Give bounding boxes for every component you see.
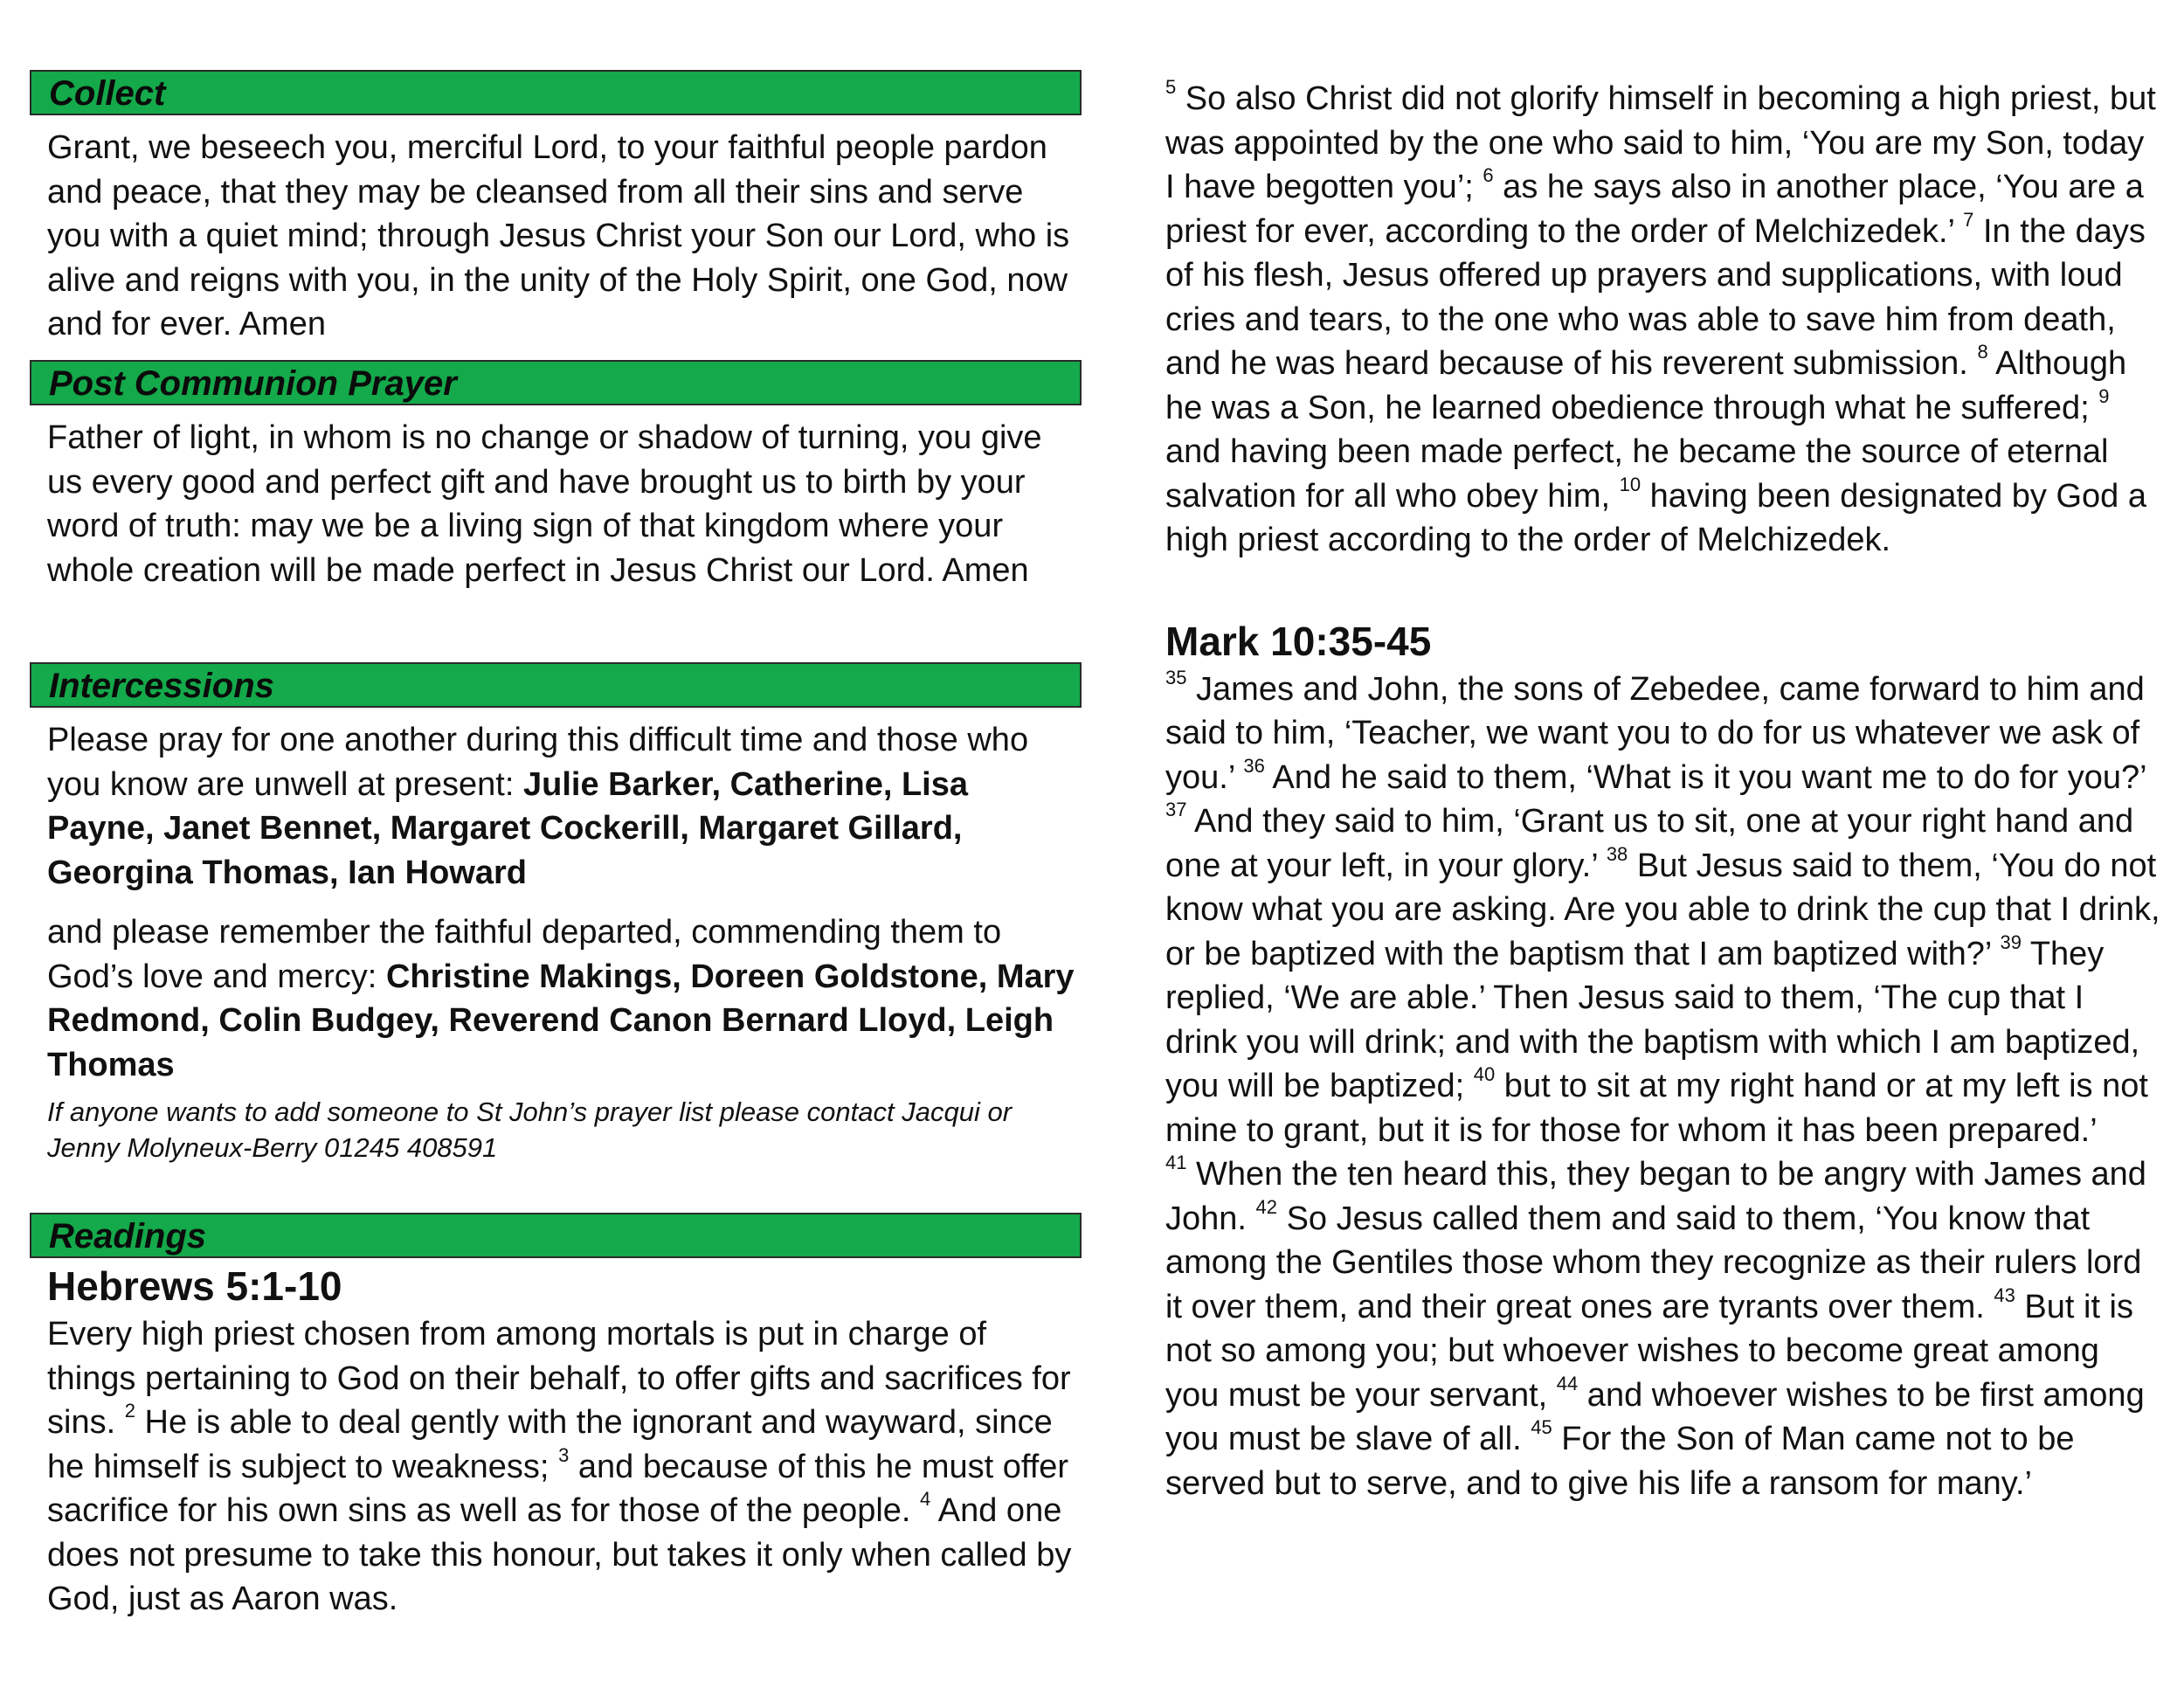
- verse-text: having been designated by God a high priest according to the order of Melchizedek.: [1165, 477, 2146, 558]
- verse-number: 44: [1556, 1372, 1579, 1394]
- verse-text: and because of this he must offer sacrifice for his own sins as well as for those of the people.: [47, 1448, 1069, 1529]
- verse-number: 37: [1165, 799, 1187, 821]
- verse-number: 41: [1165, 1152, 1187, 1174]
- intercessions-unwell-paragraph: [47, 718, 1078, 895]
- verse-text: He is able to deal gently with the ignorant and wayward, since he himself is subject to weakness;: [47, 1404, 1053, 1485]
- verse-text: and having been made perfect, he became the source of eternal salvation for all who obey him,: [1165, 433, 2109, 515]
- verse-text: So also Christ did not glorify himself in becoming a high priest, but was appointed by the one who said to him, ‘You are my Son, today I have begotten you’;: [1165, 80, 2156, 205]
- verse-text: but to sit at my right hand or at my left is not mine to grant, but it is for those for whom it has been prepared.’: [1165, 1068, 2148, 1149]
- verse-number: 43: [1994, 1283, 2015, 1306]
- intercessions-departed-paragraph: [47, 910, 1078, 1087]
- hebrews-text-part1: [47, 1312, 1078, 1622]
- verse-number: 42: [1255, 1195, 1278, 1218]
- departed-names: Christine Makings, Doreen Goldstone, Mary Redmond, Colin Budgey, Reverend Canon Bernard Lloyd, Leigh Thomas: [47, 958, 1075, 1083]
- verse-number: 4: [920, 1488, 931, 1511]
- verse-number: 7: [1963, 208, 1974, 231]
- verse-number: 40: [1473, 1063, 1496, 1086]
- readings-heading: Readings: [30, 1213, 1082, 1258]
- verse-text: When the ten heard this, they began to be angry with James and John.: [1165, 1156, 2146, 1237]
- verse-text: Although he was a Son, he learned obedience through what he suffered;: [1165, 345, 2127, 426]
- verse-number: 45: [1531, 1416, 1552, 1439]
- mark-text-part2: [1165, 1152, 2161, 1505]
- verse-text: In the days of his flesh, Jesus offered up prayers and supplications, with loud cries and tears, to the one who was able to save him from death, and he was heard because of his reverent submission.: [1165, 212, 2146, 382]
- verse-number: 9: [2098, 384, 2110, 407]
- verse-number: 8: [1977, 341, 1988, 363]
- prayer-list-note: If anyone wants to add someone to St John’s prayer list please contact Jacqui or Jenny Molyneux-Berry 01245 408591: [47, 1097, 1013, 1163]
- verse-text: They replied, ‘We are able.’ Then Jesus said to them, ‘The cup that I drink you will drink; and with the baptism with which I am baptized, you will be baptized;: [1165, 935, 2140, 1104]
- verse-number: 35: [1165, 666, 1187, 688]
- verse-number: 39: [2000, 930, 2022, 953]
- intercessions-heading: Intercessions: [30, 662, 1082, 708]
- verse-number: 36: [1243, 754, 1265, 777]
- verse-text: And he said to them, ‘What is it you want me to do for you?’: [1264, 758, 2146, 796]
- collect-text: Grant, we beseech you, merciful Lord, to your faithful people pardon and peace, that they may be cleansed from all their sins and serve you with a quiet mind; through Jesus Christ your Son our Lord, who is alive and reigns with you, in the unity of the Holy Spirit, one God, now and for ever. Amen: [47, 129, 1070, 342]
- verse-number: 5: [1165, 76, 1177, 99]
- verse-text: and whoever wishes to be first among you must be slave of all.: [1165, 1376, 2145, 1457]
- post-communion-heading: Post Communion Prayer: [30, 360, 1082, 405]
- right-column: [1165, 77, 2161, 1505]
- verse-number: 3: [558, 1443, 570, 1466]
- verse-number: 38: [1606, 842, 1628, 865]
- verse-text: For the Son of Man came not to be served but to serve, and to give his life a ransom for many.’: [1165, 1421, 2075, 1502]
- post-communion-text: Father of light, in whom is no change or shadow of turning, you give us every good and perfect gift and have brought us to birth by your word of truth: may we be a living sign of that kingdom where your whole creation will be made perfect in Jesus Christ our Lord. Amen: [47, 419, 1042, 589]
- mark-text-part1: [1165, 668, 2161, 1153]
- verse-text: But it is not so among you; but whoever wishes to become great among you must be your servant,: [1165, 1288, 2133, 1414]
- verse-number: 10: [1619, 473, 1641, 495]
- verse-text: as he says also in another place, ‘You are a priest for ever, according to the order of Melchizedek.’: [1165, 169, 2144, 250]
- mark-title: Mark 10:35-45: [1165, 618, 1432, 664]
- collect-heading: Collect: [30, 70, 1082, 115]
- verse-text: Every high priest chosen from among mortals is put in charge of things pertaining to God on their behalf, to offer gifts and sacrifices for sins.: [47, 1316, 1071, 1441]
- verse-text: James and John, the sons of Zebedee, came forward to him and said to him, ‘Teacher, we want you to do for us whatever we ask of you.’: [1165, 670, 2145, 796]
- verse-text: So Jesus called them and said to them, ‘You know that among the Gentiles those whom they recognize as their rulers lord it over them, and their great ones are tyrants over them.: [1165, 1200, 2142, 1325]
- hebrews-text-part2: [1165, 77, 2161, 563]
- verse-number: 6: [1482, 164, 1494, 187]
- verse-text: And they said to him, ‘Grant us to sit, one at your right hand and one at your left, in your glory.’: [1165, 803, 2134, 884]
- departed-intro: and please remember the faithful departed, commending them to God’s love and mercy:: [47, 914, 1002, 995]
- verse-number: 2: [124, 1400, 135, 1422]
- hebrews-title: Hebrews 5:1-10: [47, 1263, 342, 1309]
- verse-text: And one does not presume to take this honour, but takes it only when called by God, just as Aaron was.: [47, 1492, 1072, 1617]
- intercessions-intro: Please pray for one another during this difficult time and those who you know are unwell at present:: [47, 722, 1029, 803]
- unwell-names: Julie Barker, Catherine, Lisa Payne, Janet Bennet, Margaret Cockerill, Margaret Gillard, Georgina Thomas, Ian Howard: [47, 765, 968, 891]
- verse-text: But Jesus said to them, ‘You do not know what you are asking. Are you able to drink the cup that I drink, or be baptized with the baptism that I am baptized with?’: [1165, 847, 2160, 972]
